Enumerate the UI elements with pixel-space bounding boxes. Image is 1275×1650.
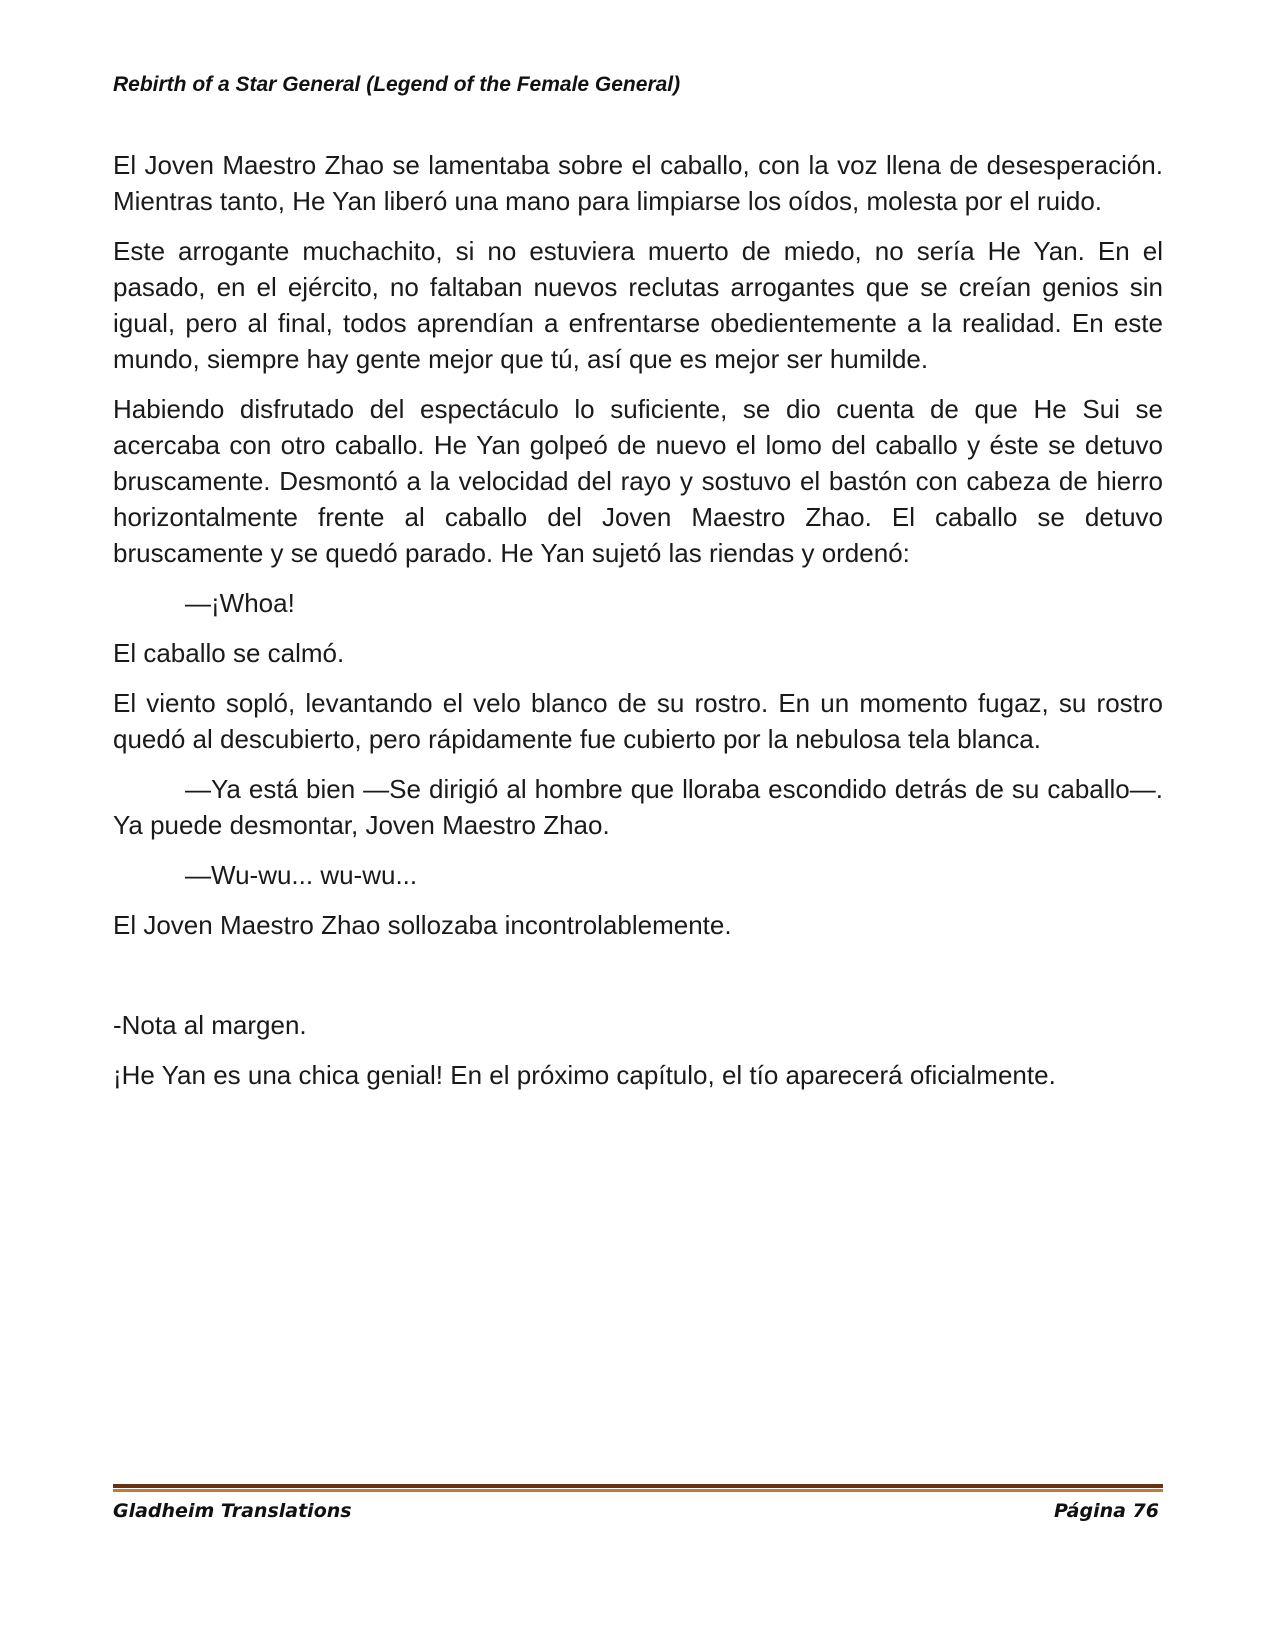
running-header-title: Rebirth of a Star General (Legend of the Female General) [113, 73, 681, 96]
chapter-body [113, 147, 1163, 1107]
paragraph: Este arrogante muchachito, si no estuviera muerto de miedo, no sería He Yan. En el pasado, en el ejército, no faltaban nuevos reclutas arrogantes que se creían genios sin igual, pero al final, todos aprendían a enfrentarse obedientemente a la realidad. En este mundo, siempre hay gente mejor que tú, así que es mejor ser humilde. [113, 236, 1163, 374]
footer-divider-dark [113, 1484, 1163, 1488]
side-note-text: ¡He Yan es una chica genial! En el próximo capítulo, el tío aparecerá oficialmente. [113, 1060, 1056, 1090]
paragraph: El caballo se calmó. [113, 638, 345, 668]
footer-divider [113, 1484, 1163, 1492]
section-spacer [113, 957, 1163, 1007]
dialogue-line: —¡Whoa! [185, 588, 295, 618]
document-page [113, 0, 1163, 1650]
paragraph: El Joven Maestro Zhao se lamentaba sobre el caballo, con la voz llena de desesperación. Mientras tanto, He Yan liberó una mano para limpiarse los oídos, molesta por el ruido. [113, 150, 1163, 216]
dialogue-line: —Ya está bien —Se dirigió al hombre que lloraba escondido detrás de su caballo—. Ya puede desmontar, Joven Maestro Zhao. [113, 774, 1163, 840]
footer-divider-light [113, 1489, 1163, 1492]
footer-page-number: Página 76 [1053, 1500, 1159, 1522]
paragraph: El Joven Maestro Zhao sollozaba incontrolablemente. [113, 910, 732, 940]
paragraph: Habiendo disfrutado del espectáculo lo suficiente, se dio cuenta de que He Sui se acercaba con otro caballo. He Yan golpeó de nuevo el lomo del caballo y éste se detuvo bruscamente. Desmontó a la velocidad del rayo y sostuvo el bastón con cabeza de hierro horizontalmente frente al caballo del Joven Maestro Zhao. El caballo se detuvo bruscamente y se quedó parado. He Yan sujetó las riendas y ordenó: [113, 394, 1163, 568]
side-note-heading: -Nota al margen. [113, 1010, 307, 1040]
paragraph: El viento sopló, levantando el velo blanco de su rostro. En un momento fugaz, su rostro quedó al descubierto, pero rápidamente fue cubierto por la nebulosa tela blanca. [113, 688, 1163, 754]
dialogue-line: —Wu-wu... wu-wu... [185, 860, 418, 890]
footer-publisher: Gladheim Translations [113, 1500, 352, 1522]
